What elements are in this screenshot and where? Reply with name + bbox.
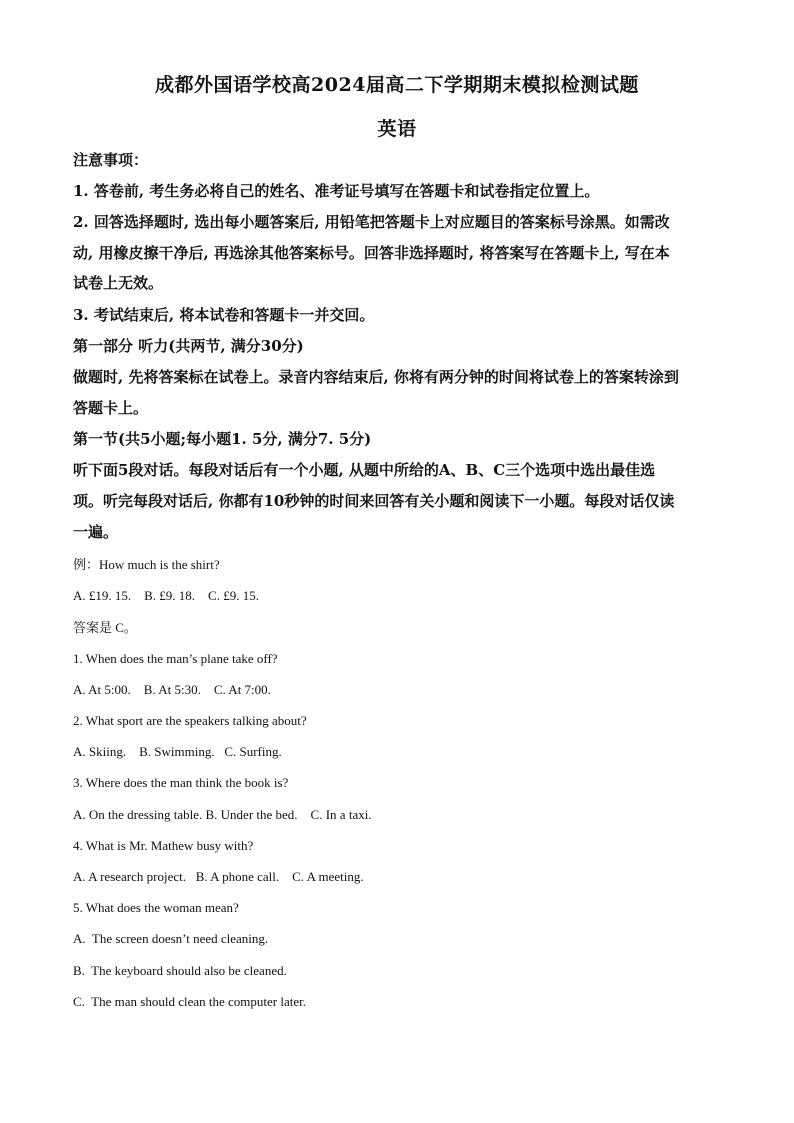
section1-instruction-line-1: 听下面5段对话。每段对话后有一个小题, 从题中所给的A、B、C三个选项中选出最佳选 <box>73 461 656 479</box>
example-answer: 答案是 C。 <box>73 620 137 635</box>
question-2-options: A. Skiing. B. Swimming. C. Surfing. <box>73 744 282 759</box>
question-4: 4. What is Mr. Mathew busy with? <box>73 838 254 853</box>
question-5-option-c: C. The man should clean the computer later. <box>73 994 306 1009</box>
exam-subject: 英语 <box>377 118 417 140</box>
part1-heading: 第一部分 听力(共两节, 满分30分) <box>73 337 304 355</box>
question-5-option-b: B. The keyboard should also be cleaned. <box>73 963 287 978</box>
question-1-options: A. At 5:00. B. At 5:30. C. At 7:00. <box>73 682 271 697</box>
notice-item-2-line-3: 试卷上无效。 <box>73 274 164 292</box>
section1-instruction-line-3: 一遍。 <box>73 523 119 541</box>
exam-title: 成都外国语学校高2024届高二下学期期末模拟检测试题 <box>155 74 639 96</box>
example-question: 例：How much is the shirt? <box>73 557 220 572</box>
question-2: 2. What sport are the speakers talking about? <box>73 713 307 728</box>
question-5-option-a: A. The screen doesn’t need cleaning. <box>73 931 269 946</box>
section1-heading: 第一节(共5小题;每小题1. 5分, 满分7. 5分) <box>73 430 372 448</box>
notice-heading: 注意事项： <box>73 151 149 169</box>
example-options: A. £19. 15. B. £9. 18. C. £9. 15. <box>73 588 259 603</box>
part1-instruction-line-2: 答题卡上。 <box>73 399 149 417</box>
notice-item-2-line-1: 2. 回答选择题时, 选出每小题答案后, 用铅笔把答题卡上对应题目的答案标号涂黑。如需改 <box>73 213 670 231</box>
part1-instruction-line-1: 做题时, 先将答案标在试卷上。录音内容结束后, 你将有两分钟的时间将试卷上的答案转涂到 <box>73 368 679 386</box>
notice-item-2-line-2: 动, 用橡皮擦干净后, 再选涂其他答案标号。回答非选择题时, 将答案写在答题卡上, 写在本 <box>73 244 670 262</box>
section1-instruction-line-2: 项。听完每段对话后, 你都有10秒钟的时间来回答有关小题和阅读下一小题。每段对话仅读 <box>73 492 675 510</box>
question-1: 1. When does the man’s plane take off? <box>73 651 278 666</box>
question-3: 3. Where does the man think the book is? <box>73 775 289 790</box>
question-4-options: A. A research project. B. A phone call. C. A meeting. <box>73 869 364 884</box>
question-3-options: A. On the dressing table. B. Under the bed. C. In a taxi. <box>73 807 372 822</box>
question-5: 5. What does the woman mean? <box>73 900 239 915</box>
notice-item-3: 3. 考试结束后, 将本试卷和答题卡一并交回。 <box>73 306 375 324</box>
notice-item-1: 1. 答卷前, 考生务必将自己的姓名、准考证号填写在答题卡和试卷指定位置上。 <box>73 182 600 200</box>
